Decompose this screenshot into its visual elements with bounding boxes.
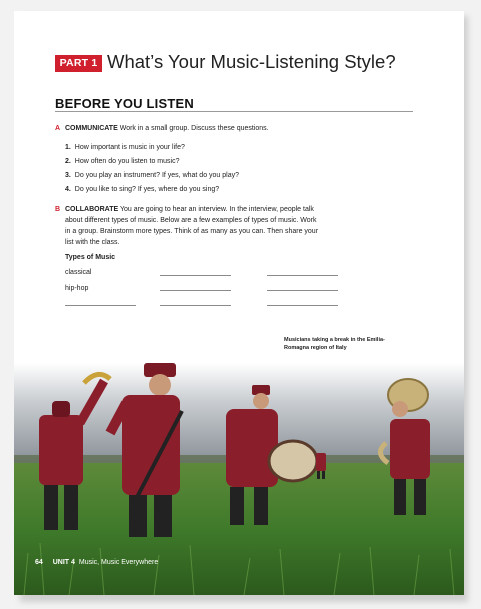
- activity-a-label: COMMUNICATE: [65, 125, 118, 132]
- photo-caption: Musicians taking a break in the Emilia-Romagna region of Italy: [284, 337, 385, 351]
- activity-b-instruction: [65, 204, 318, 248]
- activity-b-line: in a group. Brainstorm more types. Think of as many as you can. Then share your: [65, 228, 319, 235]
- activity-a-text: Work in a small group. Discuss these questions.: [119, 125, 269, 132]
- activity-b-line: COLLABORATE You are going to hear an interview. In the interview, people talk: [65, 206, 314, 213]
- blank-line[interactable]: [267, 305, 338, 306]
- page-title: What’s Your Music-Listening Style?: [107, 51, 396, 72]
- question-item: [65, 144, 185, 151]
- page-number: 64: [35, 559, 43, 566]
- question-number: 4.: [65, 186, 71, 193]
- question-item: [65, 186, 219, 193]
- activity-a-instruction: [65, 123, 269, 134]
- question-text: Do you like to sing? If yes, where do you sing?: [74, 186, 220, 193]
- section-divider: [55, 111, 413, 112]
- question-item: [65, 172, 239, 179]
- blank-line[interactable]: [267, 275, 338, 276]
- types-of-music-heading: Types of Music: [65, 254, 116, 261]
- part-badge: PART 1: [55, 55, 102, 72]
- section-heading: BEFORE YOU LISTEN: [55, 96, 194, 111]
- page-footer: [35, 559, 158, 566]
- blank-line[interactable]: [160, 305, 231, 306]
- question-number: 2.: [65, 158, 71, 165]
- music-type-example: classical: [65, 269, 92, 276]
- activity-a-letter: A: [55, 125, 61, 132]
- textbook-page: [14, 11, 464, 595]
- question-item: [65, 158, 179, 165]
- unit-label: UNIT 4: [52, 559, 75, 566]
- activity-b-label: COLLABORATE: [65, 206, 119, 213]
- question-number: 1.: [65, 144, 71, 151]
- question-text: How often do you listen to music?: [74, 158, 180, 165]
- question-number: 3.: [65, 172, 71, 179]
- activity-b-line: about different types of music. Below are a few examples of types of music. Work: [65, 217, 317, 224]
- blank-line[interactable]: [65, 305, 136, 306]
- blank-line[interactable]: [267, 290, 338, 291]
- music-type-example: hip-hop: [65, 285, 89, 292]
- question-text: Do you play an instrument? If yes, what do you play?: [74, 172, 239, 179]
- blank-line[interactable]: [160, 290, 231, 291]
- question-text: How important is music in your life?: [74, 144, 185, 151]
- unit-title: Music, Music Everywhere: [78, 559, 159, 566]
- blank-line[interactable]: [160, 275, 231, 276]
- activity-b-letter: B: [55, 206, 61, 213]
- activity-b-line: list with the class.: [65, 239, 120, 246]
